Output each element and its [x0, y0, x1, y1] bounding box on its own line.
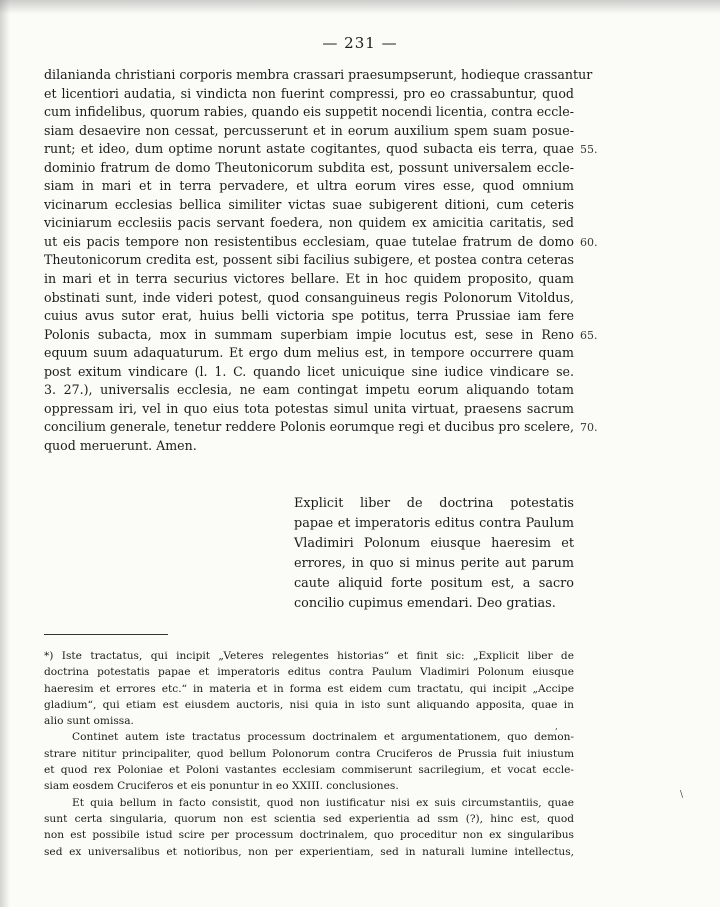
- footnote-line: Continet autem iste tractatus processum doctrinalem et argumentationem, quo demon-: [72, 731, 574, 744]
- margin-line-number: 55.: [580, 143, 598, 157]
- footnote-line: et quod rex Poloniae et Poloni vastantes ecclesiam commiserunt sacrilegium, et vocat eccle-: [44, 764, 574, 777]
- text-line: runt; et ideo, dum optime norunt astate cogitantes, quod subacta eis terra, quae: [44, 141, 574, 157]
- margin-line-number: 70.: [580, 421, 598, 435]
- text-line: post exitum vindicare (l. 1. C. quando licet unicuique sine iudice vindicare se.: [44, 363, 574, 379]
- margin-line-number: 60.: [580, 235, 598, 249]
- text-line: siam desaevire non cessat, percusserunt et in eorum auxilium spem suam posue-: [44, 122, 574, 138]
- footnote-separator: [44, 634, 168, 635]
- margin-line-number: 65.: [580, 328, 598, 342]
- text-line: Polonis subacta, mox in summam superbiam impie locutus est, sese in Reno: [44, 326, 574, 342]
- colophon-line: caute aliquid forte positum est, a sacro: [294, 576, 574, 591]
- text-line: et licentiori audatia, si vindicta non fuerint compressi, pro eo crassabuntur, quod: [44, 85, 574, 101]
- text-line: equum suum adaquaturum. Et ergo dum melius est, in tempore occurrere quam: [44, 345, 574, 361]
- footnote-line: doctrina potestatis papae et imperatoris editus contra Paulum Vladimiri Polonum eiusque: [44, 666, 574, 679]
- colophon-line: concilio cupimus emendari. Deo gratias.: [294, 596, 556, 611]
- colophon-line: Vladimiri Polonum eiusque haeresim et: [294, 536, 574, 551]
- footnotes-block: [44, 648, 574, 860]
- text-line: dilanianda christiani corporis membra crassari praesumpserunt, hodieque crassantur: [44, 67, 593, 82]
- colophon-line: Explicit liber de doctrina potestatis: [294, 496, 574, 511]
- colophon-line: papae et imperatoris editus contra Paulum: [294, 516, 574, 531]
- page-number: — 231 —: [322, 34, 398, 52]
- text-line: vicinarum ecclesias bellica similiter victas suae subigerent ditioni, cum ceteris: [44, 196, 574, 212]
- scan-shadow-top: [0, 0, 720, 14]
- footnote-line: sunt certa singularia, quorum non est scientia sed experientia ad ssm (?), hinc est, quod: [44, 812, 574, 825]
- text-line: dominio fratrum de domo Theutonicorum subdita est, possunt universalem eccle-: [44, 159, 574, 175]
- text-line: siam in mari et in terra pervadere, et ultra eorum vires esse, quod omnium: [44, 178, 574, 194]
- text-line: oppressam iri, vel in quo eius tota potestas simul unita virtuat, praesens sacrum: [44, 400, 574, 416]
- text-line: cuius avus sutor erat, huius belli victoria spe potitus, terra Prussiae iam fere: [44, 308, 574, 324]
- ink-speck: ,: [555, 722, 558, 732]
- colophon-line: errores, in quo si minus perite aut parum: [294, 556, 574, 571]
- text-line: viciniarum ecclesiis pacis servant foedera, non quidem ex amicitia caritatis, sed: [44, 215, 574, 231]
- text-line: in mari et in terra securius victores bellare. Et in hoc quidem proposito, quam: [44, 271, 574, 287]
- scan-shadow-left: [0, 0, 10, 907]
- colophon-explicit: [294, 494, 574, 614]
- footnote-line: sed ex universalibus et notioribus, non per experientiam, sed in naturali lumine intellectus,: [44, 845, 574, 858]
- footnote-line: gladium“, qui etiam est eiusdem auctoris, nisi quia in isto sunt aliquando apposita, quae in: [44, 698, 574, 711]
- text-line: 3. 27.), universalis ecclesia, ne eam contingat impetu eorum aliquando totam: [44, 382, 574, 398]
- text-line: Theutonicorum credita est, possent sibi facilius subigere, et postea contra ceteras: [44, 252, 574, 268]
- footnote-line: siam eosdem Cruciferos et eis ponuntur in eo XXIII. conclusiones.: [44, 780, 399, 793]
- footnote-line: haeresim et errores etc.“ in materia et in forma est eidem cum tractatu, qui incipit „Accipe: [44, 682, 574, 695]
- text-line: concilium generale, tenetur reddere Polonis eorumque regi et ducibus pro scelere,: [44, 419, 574, 435]
- footnote-line: non est possibile istud scire per processum doctrinalem, quo proceditur non ex singularibus: [44, 829, 574, 842]
- footnote-line: *) Iste tractatus, qui incipit „Veteres relegentes historias“ et finit sic: „Explicit liber de: [44, 650, 574, 662]
- text-line: obstinati sunt, inde videri potest, quod consanguineus regis Polonorum Vitoldus,: [44, 289, 574, 305]
- text-line: ut eis pacis tempore non resistentibus ecclesiam, quae tutelae fratrum de domo: [44, 233, 574, 249]
- footnote-line: Et quia bellum in facto consistit, quod non iustificatur nisi ex suis circumstantiis, quae: [72, 796, 574, 809]
- footnote-line: strare nititur principaliter, quod bellum Polonorum contra Cruciferos de Prussia fuit iniustum: [44, 747, 574, 760]
- footnote-line: alio sunt omissa.: [44, 715, 134, 728]
- text-line: quod meruerunt. Amen.: [44, 437, 197, 453]
- text-line: cum infidelibus, quorum rabies, quando eis suppetit nocendi licentia, contra eccle-: [44, 104, 574, 120]
- ink-speck: \: [680, 790, 684, 800]
